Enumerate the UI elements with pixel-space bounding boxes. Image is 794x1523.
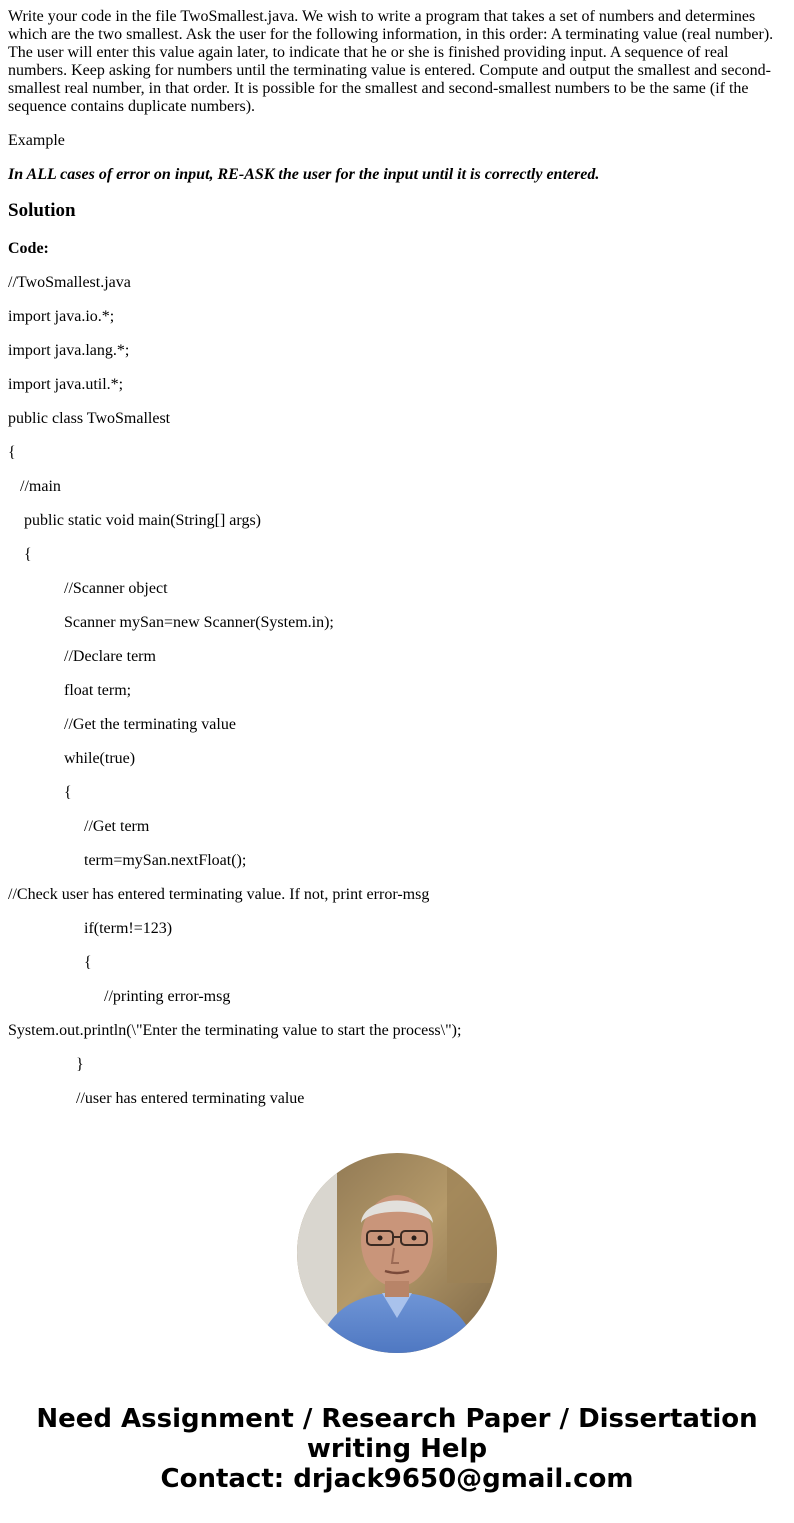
code-line: { (8, 784, 72, 801)
code-line: { (8, 954, 92, 971)
code-line: Scanner mySan=new Scanner(System.in); (8, 614, 334, 631)
promo-contact: Contact: drjack9650@gmail.com (160, 1464, 634, 1494)
code-line: { (8, 444, 16, 461)
code-line: //main (8, 478, 61, 495)
code-line: public static void main(String[] args) (8, 512, 261, 529)
promo-banner (0, 1404, 794, 1494)
code-block (8, 274, 786, 1108)
code-line: import java.util.*; (8, 376, 124, 393)
code-line: //printing error-msg (8, 988, 231, 1005)
author-avatar (297, 1153, 497, 1353)
code-line: term=mySan.nextFloat(); (8, 852, 247, 869)
promo-line: Need Assignment / Research Paper / Dissertation (36, 1404, 758, 1434)
question-text: Write your code in the file TwoSmallest.java. We wish to write a program that takes a set of numbers and determines which are the two smallest. Ask the user for the following information, in this order: A terminating value (real number). The user will enter this value again later, to indicate that he or she is finished providing input. A sequence of real numbers. Keep asking for numbers until the terminating value is entered. Compute and output the smallest and second-smallest real number, in that order. It is possible for the smallest and second-smallest numbers to be the same (if the sequence contains duplicate numbers). (8, 8, 774, 115)
code-line: { (8, 546, 32, 563)
code-line: import java.lang.*; (8, 342, 130, 359)
author-portrait-image (297, 1153, 497, 1353)
input-error-note: In ALL cases of error on input, RE-ASK the user for the input until it is correctly entered. (8, 166, 600, 183)
code-line: public class TwoSmallest (8, 410, 171, 427)
code-line: //Check user has entered terminating value. If not, print error-msg (8, 886, 430, 903)
code-line: while(true) (8, 750, 136, 767)
example-label: Example (8, 132, 65, 149)
code-line: float term; (8, 682, 132, 699)
code-line: if(term!=123) (8, 920, 173, 937)
code-line: //Declare term (8, 648, 156, 665)
code-line: System.out.println(\"Enter the terminating value to start the process\"); (8, 1022, 462, 1039)
code-line: } (8, 1056, 84, 1073)
code-line: //user has entered terminating value (8, 1090, 305, 1107)
document-body (8, 8, 786, 1124)
code-line: //Get term (8, 818, 150, 835)
code-line: //Get the terminating value (8, 716, 236, 733)
code-line: //Scanner object (8, 580, 168, 597)
code-line: import java.io.*; (8, 308, 115, 325)
code-label: Code: (8, 240, 49, 257)
solution-heading: Solution (8, 200, 76, 221)
code-line: //TwoSmallest.java (8, 274, 131, 291)
promo-line: writing Help (306, 1434, 488, 1464)
